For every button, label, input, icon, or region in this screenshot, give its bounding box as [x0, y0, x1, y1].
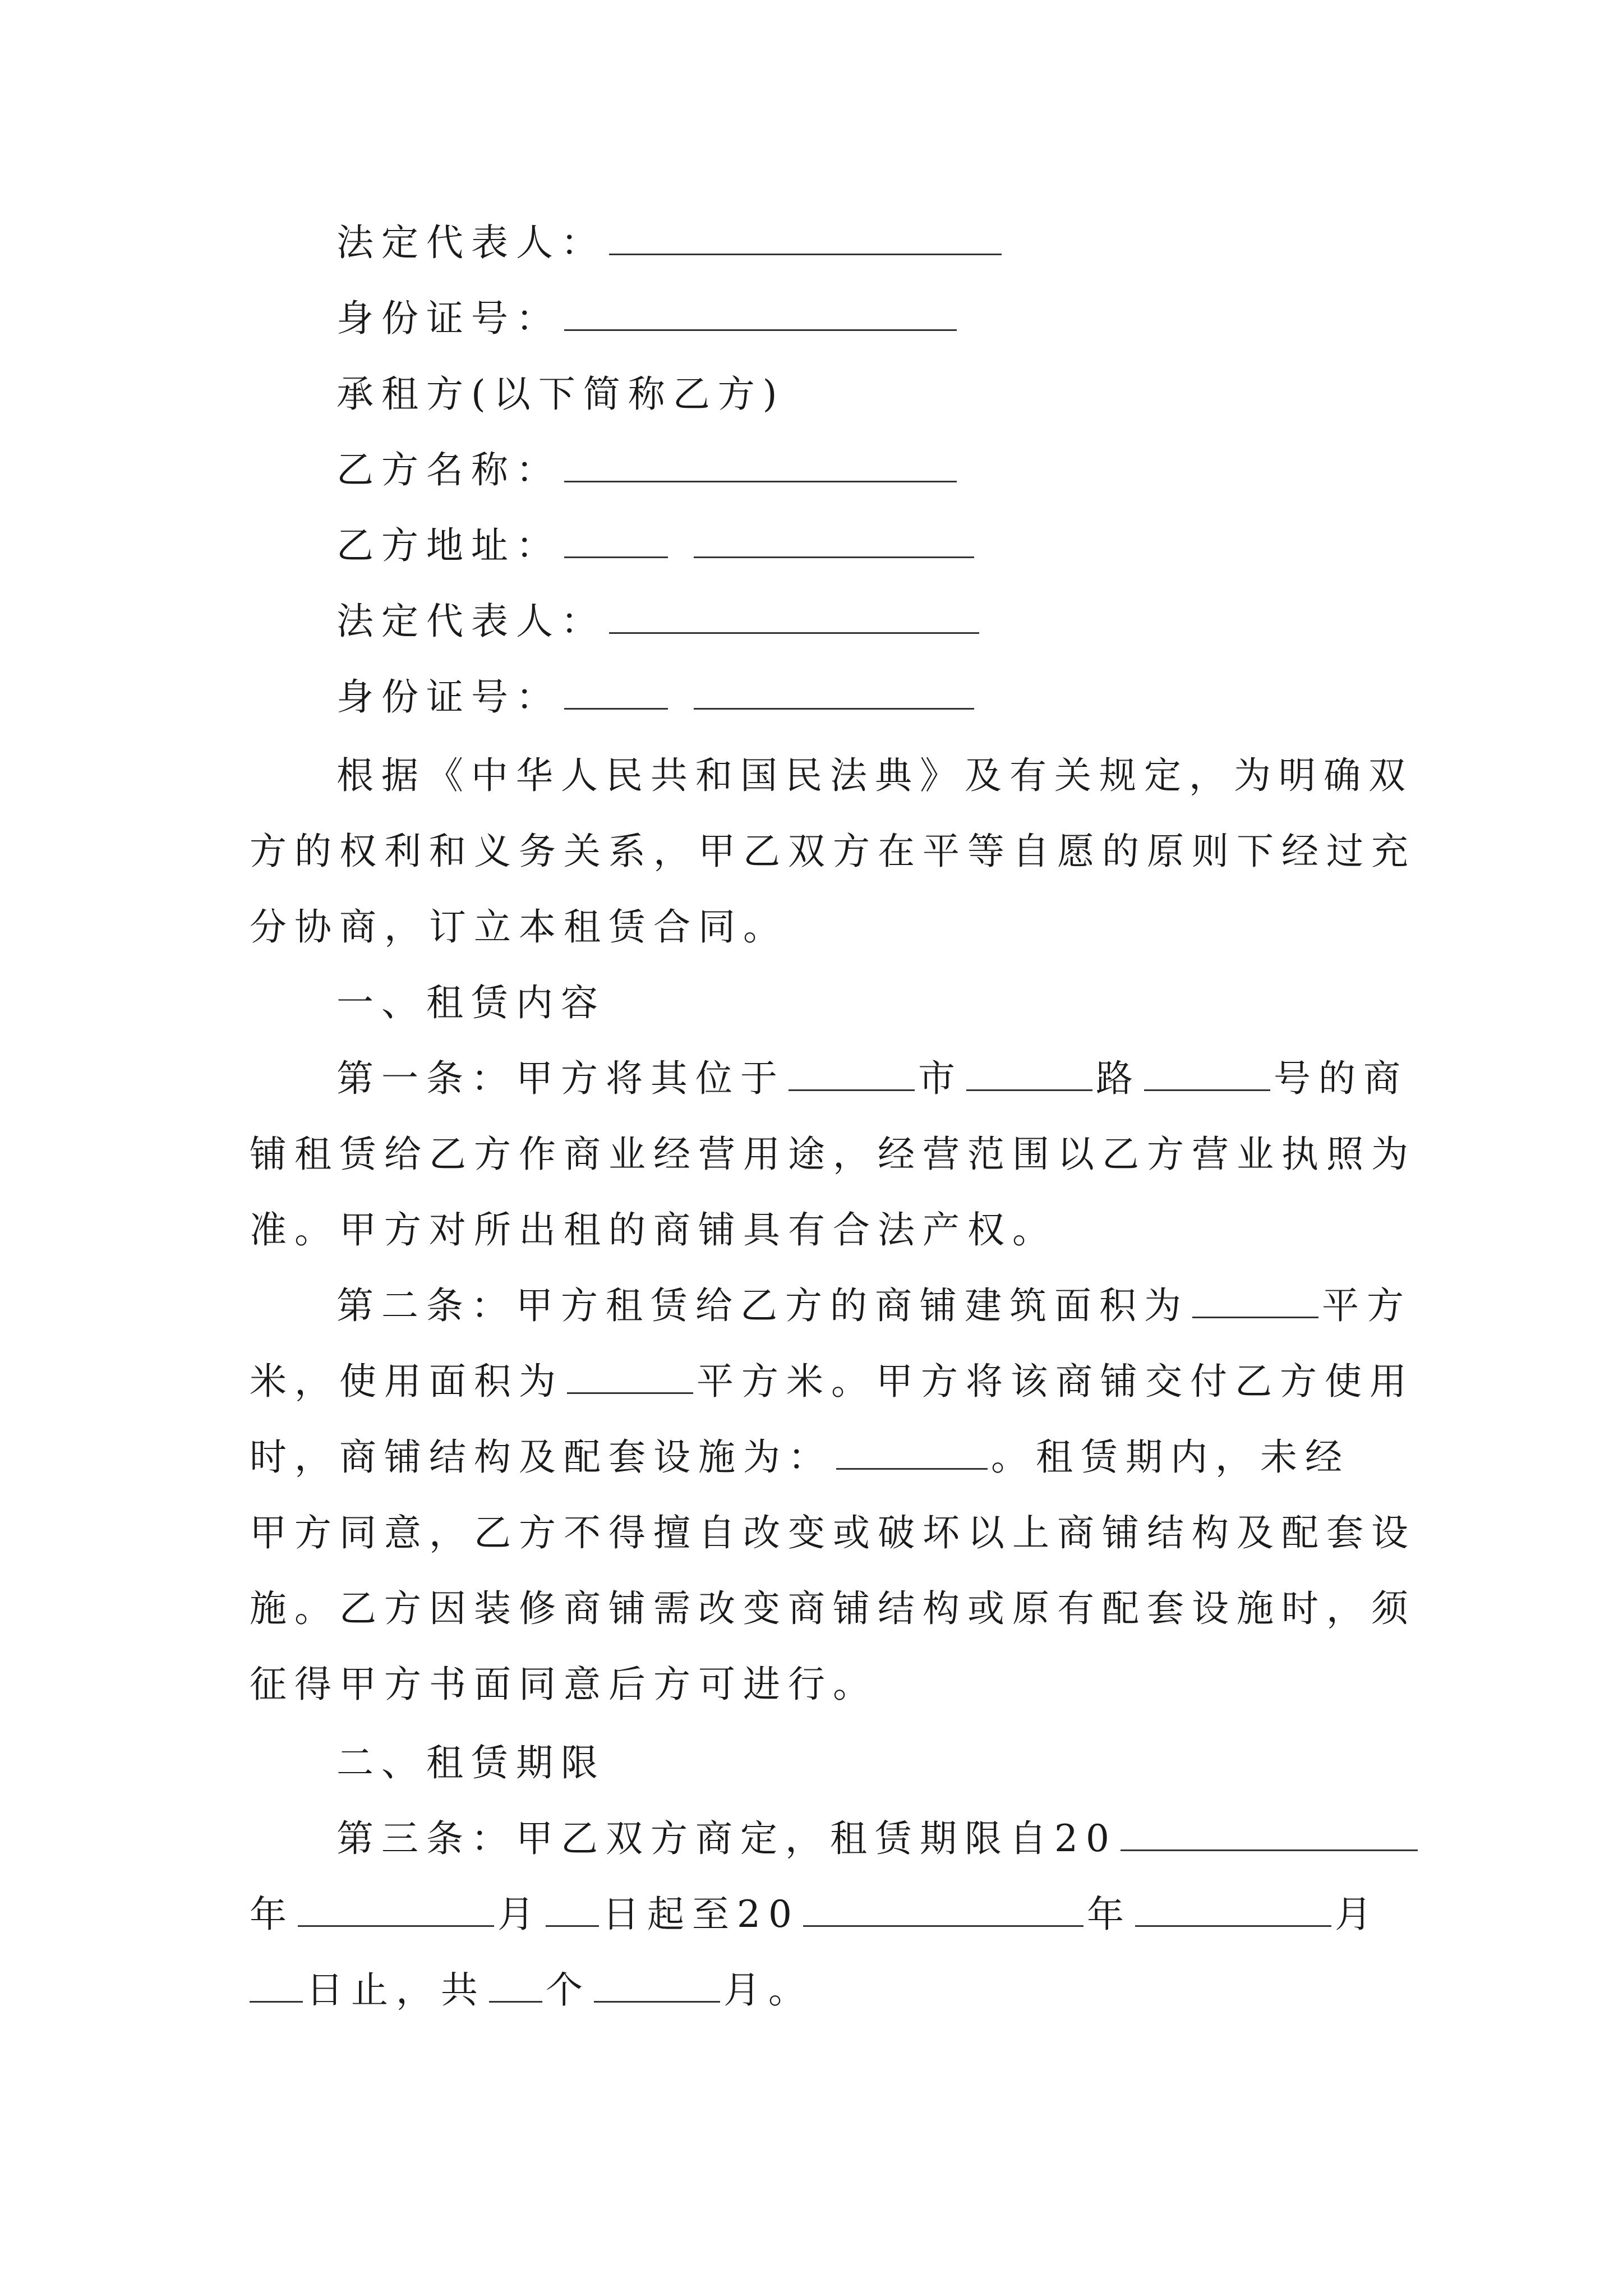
article-2-line-4: 甲方同意，乙方不得擅自改变或破坏以上商铺结构及配套设	[250, 1511, 1416, 1554]
article-3-line-3: 日止，共 个 月。	[250, 1972, 813, 2009]
article-2-line-1: 第二条：甲方租赁给乙方的商铺建筑面积为 平方	[336, 1284, 1412, 1327]
party-b-name: 乙方名称：	[336, 452, 960, 489]
article-2-line-5: 施。乙方因装修商铺需改变商铺结构或原有配套设施时，须	[250, 1587, 1416, 1630]
blank-line	[594, 1973, 720, 2003]
party-b-representative: 法定代表人：	[336, 603, 983, 640]
article-1-line-1: 第一条：甲方将其位于 市 路 号的商	[336, 1057, 1408, 1100]
intro-line-3: 分协商，订立本租赁合同。	[250, 905, 788, 949]
blank-line	[1135, 1897, 1331, 1927]
blank-line	[250, 1973, 303, 2003]
blank-line	[836, 1440, 988, 1470]
blank-line	[609, 226, 1002, 255]
party-b-address: 乙方地址：	[336, 527, 978, 564]
article-1-line-3: 准。甲方对所出租的商铺具有合法产权。	[250, 1208, 1057, 1251]
blank-line	[564, 453, 957, 482]
blank-line	[694, 528, 974, 558]
blank-line	[564, 301, 957, 331]
blank-line	[609, 604, 979, 634]
intro-line-2: 方的权利和义务关系，甲乙双方在平等自愿的原则下经过充	[250, 830, 1416, 873]
article-2-line-3: 时，商铺结构及配套设施为： 。租赁期内，未经	[250, 1435, 1350, 1479]
blank-line	[1192, 1289, 1318, 1318]
blank-line	[789, 1061, 915, 1091]
blank-line	[803, 1897, 1083, 1927]
blank-line	[966, 1061, 1092, 1091]
article-2-line-6: 征得甲方书面同意后方可进行。	[250, 1663, 878, 1706]
party-a-representative: 法定代表人：	[336, 224, 1005, 261]
party-b-id-number: 身份证号：	[336, 679, 978, 716]
article-2-line-2: 米，使用面积为 平方米。甲方将该商铺交付乙方使用	[250, 1360, 1414, 1403]
blank-line	[567, 1364, 693, 1394]
blank-line	[489, 1973, 542, 2003]
blank-line	[1144, 1061, 1270, 1091]
section-1-title: 一、租赁内容	[336, 981, 606, 1024]
party-a-id-number: 身份证号：	[336, 300, 960, 337]
blank-line	[546, 1897, 599, 1927]
article-3-line-2: 年 月 日起至20 年 月	[250, 1893, 1380, 1936]
article-3-line-1: 第三条：甲乙双方商定，租赁期限自20	[336, 1820, 1421, 1857]
section-2-title: 二、租赁期限	[336, 1741, 606, 1784]
party-b-heading: 承租方(以下简称乙方)	[336, 372, 785, 416]
blank-line	[694, 680, 974, 710]
blank-line	[298, 1897, 494, 1927]
blank-line	[564, 528, 668, 558]
article-1-line-2: 铺租赁给乙方作商业经营用途，经营范围以乙方营业执照为	[250, 1133, 1416, 1176]
blank-line	[1121, 1821, 1418, 1851]
blank-line	[564, 680, 668, 710]
intro-line-1: 根据《中华人民共和国民法典》及有关规定，为明确双	[336, 754, 1413, 797]
